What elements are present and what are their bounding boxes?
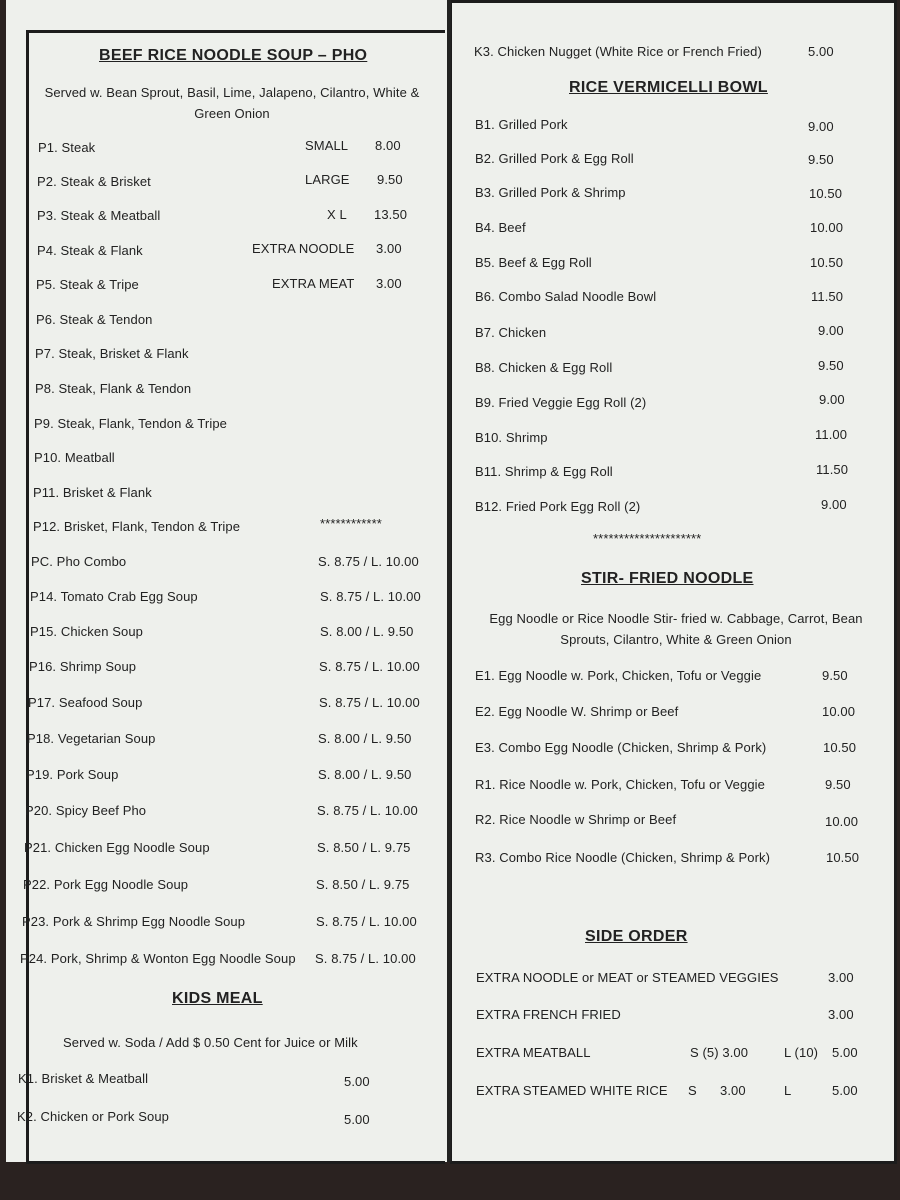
- menu-item-name: K2. Chicken or Pork Soup: [17, 1109, 169, 1124]
- menu-item-name: EXTRA MEATBALL: [476, 1045, 591, 1060]
- menu-item-price: 9.50: [818, 358, 844, 373]
- menu-item-name: P21. Chicken Egg Noodle Soup: [24, 840, 210, 855]
- menu-item-name: P11. Brisket & Flank: [33, 485, 152, 500]
- menu-item-price: 10.00: [810, 220, 844, 235]
- menu-item-name: EXTRA NOODLE or MEAT or STEAMED VEGGIES: [476, 970, 779, 985]
- menu-item-price: 11.00: [815, 427, 848, 442]
- menu-item-price: 5.00: [832, 1083, 858, 1098]
- menu-item-price: S. 8.75 / L. 10.00: [316, 914, 417, 929]
- side-section-title: SIDE ORDER: [585, 928, 688, 945]
- menu-item-price: 3.00: [828, 1007, 854, 1022]
- menu-item-name: P15. Chicken Soup: [30, 624, 143, 639]
- menu-item-price: 9.00: [819, 392, 845, 407]
- menu-item-name: P18. Vegetarian Soup: [27, 731, 156, 746]
- stirfry-subtitle-2: Sprouts, Cilantro, White & Green Onion: [560, 632, 792, 647]
- menu-item-name: P10. Meatball: [34, 450, 115, 465]
- menu-item-name: P2. Steak & Brisket: [37, 174, 151, 189]
- menu-item-name: K1. Brisket & Meatball: [18, 1071, 149, 1086]
- menu-item-name: R1. Rice Noodle w. Pork, Chicken, Tofu or Veggie: [475, 777, 765, 792]
- menu-item-price: S. 8.75 / L. 10.00: [318, 554, 419, 569]
- divider-stars: ************: [320, 516, 382, 531]
- menu-item-price: 10.50: [810, 255, 844, 270]
- menu-item-name: PC. Pho Combo: [31, 554, 127, 569]
- size-label: LARGE: [305, 172, 350, 187]
- menu-item-name: B5. Beef & Egg Roll: [475, 255, 592, 270]
- menu-item-name: B12. Fried Pork Egg Roll (2): [475, 499, 641, 514]
- menu-item-price: 10.50: [809, 186, 843, 201]
- menu-item-name: P19. Pork Soup: [26, 767, 119, 782]
- pho-subtitle: Served w. Bean Sprout, Basil, Lime, Jalapeno, Cilantro, White &: [44, 85, 420, 100]
- kids-section-title: KIDS MEAL: [172, 990, 263, 1007]
- pho-section-title: BEEF RICE NOODLE SOUP – PHO: [99, 47, 368, 64]
- menu-item-price: 13.50: [374, 207, 408, 222]
- menu-item-name: EXTRA FRENCH FRIED: [476, 1007, 621, 1022]
- menu-item-name: P8. Steak, Flank & Tendon: [35, 381, 192, 396]
- menu-item-price: S. 8.75 / L. 10.00: [320, 589, 421, 604]
- menu-item-price: 5.00: [808, 44, 834, 59]
- menu-item-price: 3.00: [376, 241, 402, 256]
- menu-item-name: P9. Steak, Flank, Tendon & Tripe: [34, 416, 228, 431]
- menu-item-price: S. 8.50 / L. 9.75: [316, 877, 410, 892]
- menu-item-name: P20. Spicy Beef Pho: [25, 803, 147, 818]
- menu-item-name: P16. Shrimp Soup: [29, 659, 137, 674]
- menu-item-name: EXTRA STEAMED WHITE RICE: [476, 1083, 668, 1098]
- menu-item-price: 9.50: [808, 152, 834, 167]
- menu-item-name: B1. Grilled Pork: [475, 117, 568, 132]
- menu-item-name: P6. Steak & Tendon: [36, 312, 153, 327]
- menu-item-name: P7. Steak, Brisket & Flank: [35, 346, 189, 361]
- page-fold: [447, 0, 451, 1162]
- size-small-label: S (5) 3.00: [690, 1045, 749, 1060]
- menu-item-price: 5.00: [344, 1074, 370, 1089]
- menu-item-name: P17. Seafood Soup: [28, 695, 143, 710]
- menu-item-price: 10.00: [822, 704, 856, 719]
- menu-item-price: 9.50: [377, 172, 403, 187]
- menu-item-name: B7. Chicken: [475, 325, 547, 340]
- size-small-label: S: [688, 1083, 697, 1098]
- menu-item-name: B10. Shrimp: [475, 430, 548, 445]
- menu-item-name: P5. Steak & Tripe: [36, 277, 139, 292]
- menu-item-name: P22. Pork Egg Noodle Soup: [23, 877, 189, 892]
- menu-item-price: 9.00: [821, 497, 847, 512]
- menu-item-name: P23. Pork & Shrimp Egg Noodle Soup: [22, 914, 246, 929]
- menu-item-price: 10.50: [826, 850, 860, 865]
- menu-item-name: B4. Beef: [475, 220, 526, 235]
- menu-item-price: S. 8.50 / L. 9.75: [317, 840, 411, 855]
- menu-item-price: 9.00: [808, 119, 834, 134]
- menu-item-price: S. 8.75 / L. 10.00: [319, 659, 420, 674]
- menu-item-price: 3.00: [376, 276, 402, 291]
- divider-stars: *********************: [593, 531, 702, 546]
- menu-item-name: B2. Grilled Pork & Egg Roll: [475, 151, 634, 166]
- size-label: X L: [327, 207, 347, 222]
- stirfry-section-title: STIR- FRIED NOODLE: [581, 570, 754, 587]
- stirfry-subtitle: Egg Noodle or Rice Noodle Stir- fried w. Cabbage, Carrot, Bean: [489, 611, 863, 626]
- menu-item-price: S. 8.00 / L. 9.50: [320, 624, 414, 639]
- menu-item-name: R2. Rice Noodle w Shrimp or Beef: [475, 812, 677, 827]
- size-label: SMALL: [305, 138, 349, 153]
- menu-item-name: B9. Fried Veggie Egg Roll (2): [475, 395, 647, 410]
- kids-subtitle: Served w. Soda / Add $ 0.50 Cent for Juice or Milk: [63, 1035, 358, 1050]
- size-large-label: L: [784, 1083, 792, 1098]
- menu-item-name: B11. Shrimp & Egg Roll: [475, 464, 613, 479]
- menu-item-name: R3. Combo Rice Noodle (Chicken, Shrimp & Pork): [475, 850, 771, 865]
- menu-item-price: 10.00: [825, 814, 859, 829]
- menu-item-price: S. 8.75 / L. 10.00: [319, 695, 420, 710]
- pho-subtitle-2: Green Onion: [194, 106, 270, 121]
- menu-item-price: 5.00: [344, 1112, 370, 1127]
- menu-item-name: P12. Brisket, Flank, Tendon & Tripe: [33, 519, 241, 534]
- menu-item-price: S. 8.75 / L. 10.00: [317, 803, 418, 818]
- size-large-label: L (10): [784, 1045, 819, 1060]
- menu-item-price: S. 8.75 / L. 10.00: [315, 951, 416, 966]
- menu-item-price: 3.00: [828, 970, 854, 985]
- menu-item-name: E1. Egg Noodle w. Pork, Chicken, Tofu or Veggie: [475, 668, 762, 683]
- extra-label: EXTRA MEAT: [272, 276, 355, 291]
- menu-item-name: K3. Chicken Nugget (White Rice or French Fried): [474, 44, 762, 59]
- menu-item-name: E2. Egg Noodle W. Shrimp or Beef: [475, 704, 679, 719]
- menu-item-price: 9.50: [822, 668, 848, 683]
- menu-item-name: P1. Steak: [38, 140, 96, 155]
- menu-item-name: P14. Tomato Crab Egg Soup: [30, 589, 198, 604]
- menu-item-name: B6. Combo Salad Noodle Bowl: [475, 289, 657, 304]
- menu-item-price: 9.50: [825, 777, 851, 792]
- menu-item-name: P24. Pork, Shrimp & Wonton Egg Noodle Soup: [20, 951, 296, 966]
- menu-item-price: 3.00: [720, 1083, 746, 1098]
- menu-item-price: 9.00: [818, 323, 844, 338]
- menu-item-price: 5.00: [832, 1045, 858, 1060]
- vermicelli-section-title: RICE VERMICELLI BOWL: [569, 79, 768, 96]
- menu-item-price: 10.50: [823, 740, 857, 755]
- menu-item-name: B8. Chicken & Egg Roll: [475, 360, 613, 375]
- extra-label: EXTRA NOODLE: [252, 241, 355, 256]
- menu-item-name: E3. Combo Egg Noodle (Chicken, Shrimp & Pork): [475, 740, 767, 755]
- menu-item-price: S. 8.00 / L. 9.50: [318, 767, 412, 782]
- menu-item-name: P4. Steak & Flank: [37, 243, 143, 258]
- menu-item-name: P3. Steak & Meatball: [37, 208, 161, 223]
- menu-item-price: S. 8.00 / L. 9.50: [318, 731, 412, 746]
- menu-item-price: 8.00: [375, 138, 401, 153]
- menu-item-price: 11.50: [816, 462, 849, 477]
- menu-item-name: B3. Grilled Pork & Shrimp: [475, 185, 626, 200]
- menu-item-price: 11.50: [811, 289, 844, 304]
